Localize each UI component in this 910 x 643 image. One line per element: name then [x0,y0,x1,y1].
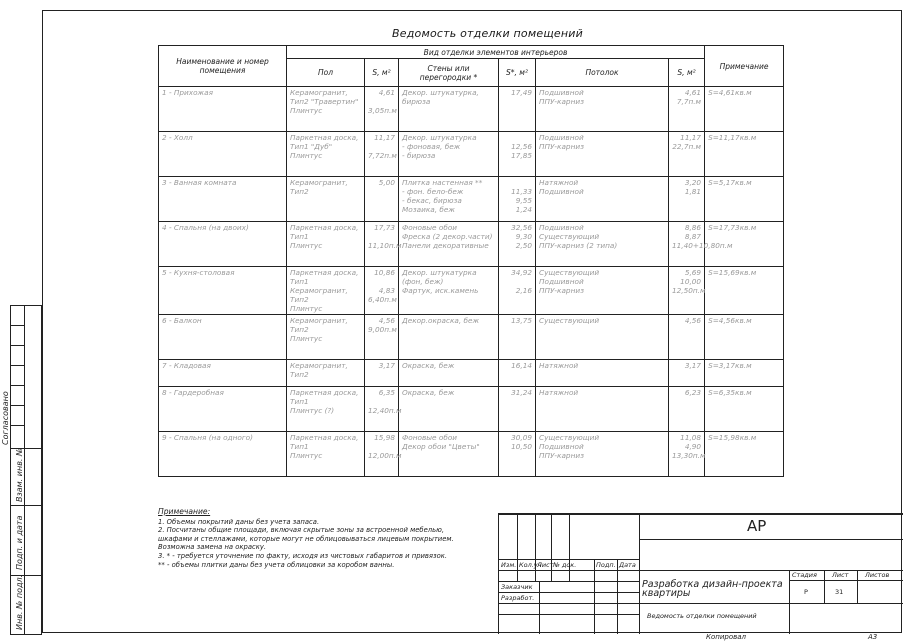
cell-walls: Фоновые обои Фреска (2 декор.части) Панели декоративные [399,222,499,267]
cell-walls: Декор.окраска, беж [399,315,499,360]
table-row [159,315,784,360]
inv-orig-label: Инв. № подл. [15,574,24,630]
cell-note: S=4,61кв.м [705,87,784,132]
cell-walls-s: 16,14 [499,360,536,387]
cell-note: S=6,35кв.м [705,387,784,432]
note-line: шкафами и стеллажами, которые могут не облицовываться лицевым покрытием. [158,534,454,543]
header-note: Примечание [705,46,784,87]
cell-walls: Плитка настенная ** - фон. бело-беж - бекас, бирюза Мозаика, беж [399,177,499,222]
cell-ceiling-s: 4,56 [669,315,705,360]
agreed-label: Согласовано [1,391,10,445]
table-row [159,267,784,315]
table-row [159,132,784,177]
cell-floor: Паркетная доска, Тип1 Плинтус [287,222,365,267]
cell-walls-s: 13,75 [499,315,536,360]
cell-note: S=11,17кв.м [705,132,784,177]
cell-room: 7 - Кладовая [159,360,287,387]
stamp-col-doc: № док. [553,561,577,569]
stamp-sheet-no: 31 [835,588,844,596]
cell-note: S=4,56кв.м [705,315,784,360]
cell-floor-s: 10,86 4,83 6,40п.м [365,267,399,315]
cell-ceiling-s: 11,08 4,90 13,30п.м [669,432,705,477]
cell-note: S=3,17кв.м [705,360,784,387]
header-floor-s: S, м² [365,59,399,87]
notes-header: Примечание: [158,507,211,516]
cell-room: 8 - Гардеробная [159,387,287,432]
cell-walls: Фоновые обои Декор обои "Цветы" [399,432,499,477]
cell-ceiling-s: 3,20 1,81 [669,177,705,222]
copied-label: Копировал [706,633,746,641]
cell-ceiling-s: 4,61 7,7п.м [669,87,705,132]
cell-room: 5 - Кухня-столовая [159,267,287,315]
cell-floor-s: 15,98 12,00п.м [365,432,399,477]
cell-floor: Паркетная доска, Тип1 Плинтус (?) [287,387,365,432]
stamp-col-date: Дата [619,561,636,569]
cell-ceiling: Подшивной Существующий ППУ-карниз (2 типа) [536,222,669,267]
table-row [159,387,784,432]
inv-replace-label: Взам. инв. № [15,447,24,502]
cell-floor: Керамогранит, Тип2 [287,360,365,387]
header-ceiling: Потолок [536,59,669,87]
table-row [159,222,784,267]
cell-ceiling: Натяжной [536,387,669,432]
stamp-sheet-name: Ведомость отделки помещений [647,612,757,620]
stamp-col-sign: Подп. [596,561,616,569]
cell-walls-s: 17,49 [499,87,536,132]
cell-room: 2 - Холл [159,132,287,177]
table-row [159,360,784,387]
table-row [159,432,784,477]
cell-walls-s: 12,56 17,85 [499,132,536,177]
cell-room: 4 - Спальня (на двоих) [159,222,287,267]
finish-table [158,45,784,477]
cell-room: 1 - Прихожая [159,87,287,132]
stamp-col-izm: Изм. [501,561,517,569]
cell-floor-s: 17,73 11,10п.м [365,222,399,267]
note-line: 2. Посчитаны общие площади, включая скрытые зоны за встроенной мебелью, [158,526,445,535]
cell-ceiling: Подшивной ППУ-карниз [536,132,669,177]
cell-note: S=15,98кв.м [705,432,784,477]
cell-ceiling-s: 6,23 [669,387,705,432]
cell-floor-s: 4,56 9,00п.м [365,315,399,360]
cell-room: 6 - Балкон [159,315,287,360]
stamp-sheets-label: Листов [865,571,890,579]
cell-walls-s: 34,92 2,16 [499,267,536,315]
note-line: Возможна замена на окраску. [158,543,267,552]
title-block [498,513,903,634]
sign-date-label: Подп. и дата [15,515,24,570]
cell-floor: Керамогранит, Тип2 Плинтус [287,315,365,360]
table-row [159,177,784,222]
cell-walls-s: 32,56 9,30 2,50 [499,222,536,267]
cell-walls: Декор. штукатурка - фоновая, беж - бирюза [399,132,499,177]
header-walls-s: S*, м² [499,59,536,87]
notes-block [158,508,454,569]
header-floor: Пол [287,59,365,87]
page-title: Ведомость отделки помещений [392,27,583,40]
header-group: Вид отделки элементов интерьеров [287,46,705,59]
cell-room: 9 - Спальня (на одного) [159,432,287,477]
cell-floor: Паркетная доска, Тип1 Керамогранит, Тип2 Плинтус [287,267,365,315]
cell-ceiling: Существующий [536,315,669,360]
stamp-stage: Р [804,588,808,596]
header-room: Наименование и номер помещения [159,46,287,87]
format-label: А3 [868,633,878,641]
cell-walls: Декор. штукатурка, бирюза [399,87,499,132]
cell-floor-s: 11,17 7,72п.м [365,132,399,177]
cell-ceiling: Подшивной ППУ-карниз [536,87,669,132]
cell-floor-s: 3,17 [365,360,399,387]
cell-ceiling: Существующий Подшивной ППУ-карниз [536,432,669,477]
cell-walls: Окраска, беж [399,360,499,387]
stamp-sheet-label: Лист [832,571,849,579]
cell-floor-s: 5,00 [365,177,399,222]
cell-floor-s: 4,61 3,05п.м [365,87,399,132]
cell-walls-s: 11,33 9,55 1,24 [499,177,536,222]
cell-note: S=15,69кв.м [705,267,784,315]
stamp-code: АР [747,517,767,535]
stamp-col-kolich: Кол.уч [519,561,542,569]
cell-floor: Паркетная доска, Тип1 Плинтус [287,432,365,477]
cell-floor: Керамогранит, Тип2 "Травертин" Плинтус [287,87,365,132]
cell-walls-s: 30,09 10,50 [499,432,536,477]
note-line: ** - объемы плитки даны без учета облицовки за коробом ванны. [158,560,395,569]
header-walls: Стены или перегородки * [399,59,499,87]
cell-ceiling: Натяжной Подшивной [536,177,669,222]
cell-walls: Окраска, беж [399,387,499,432]
cell-walls-s: 31,24 [499,387,536,432]
cell-ceiling-s: 5,69 10,00 12,50п.м [669,267,705,315]
stamp-project: Разработка дизайн-проекта квартиры [642,579,783,599]
cell-ceiling: Натяжной [536,360,669,387]
stamp-customer: Заказчик [501,583,533,591]
cell-ceiling-s: 8,86 8,87 11,40+10,80п.м [669,222,705,267]
note-line: 1. Объемы покрытий даны без учета запаса. [158,517,320,526]
cell-floor: Паркетная доска, Тип1 "Дуб" Плинтус [287,132,365,177]
header-ceiling-s: S, м² [669,59,705,87]
cell-walls: Декор. штукатурка (фон, беж) Фартук, иск.камень [399,267,499,315]
cell-note: S=17,73кв.м [705,222,784,267]
stamp-stage-label: Стадия [792,571,817,579]
cell-floor: Керамогранит, Тип2 [287,177,365,222]
cell-ceiling-s: 11,17 22,7п.м [669,132,705,177]
cell-floor-s: 6,35 12,40п.м [365,387,399,432]
stamp-col-list: Лист [537,561,554,569]
cell-note: S=5,17кв.м [705,177,784,222]
cell-ceiling-s: 3,17 [669,360,705,387]
cell-ceiling: Существующий Подшивной ППУ-карниз [536,267,669,315]
note-line: 3. * - требуется уточнение по факту, исходя из чистовых габаритов и привязок. [158,551,448,560]
stamp-developer: Разработ. [501,594,535,602]
table-row [159,87,784,132]
cell-room: 3 - Ванная комната [159,177,287,222]
